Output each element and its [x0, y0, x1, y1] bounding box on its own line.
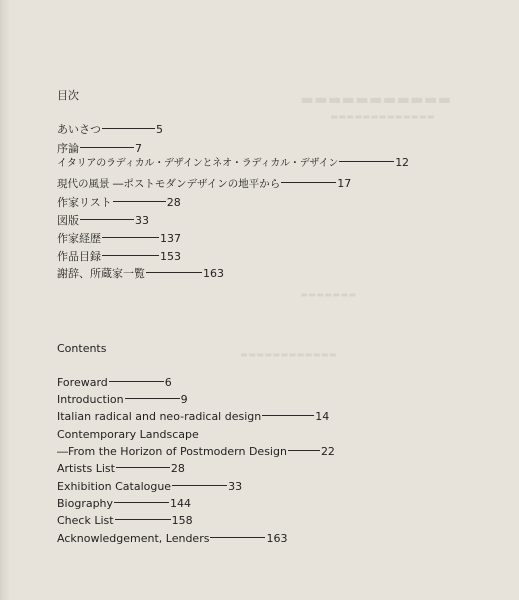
- toc-entry-page: 22: [320, 445, 335, 458]
- toc-entry-title: Italian radical and neo-radical design: [57, 410, 262, 423]
- toc-entry-title: 謝辞、所蔵家一覧: [57, 267, 145, 280]
- toc-entry-page: 137: [160, 232, 181, 245]
- toc-entry-page: 17: [337, 177, 352, 190]
- leader-line: [262, 415, 314, 416]
- toc-entry-title: 作家リスト: [57, 196, 112, 209]
- toc-entry-title: ―From the Horizon of Postmodern Design: [57, 445, 287, 458]
- toc-entry-page: 14: [315, 410, 330, 423]
- toc-entry: [57, 446, 335, 457]
- toc-entry-title: Contemporary Landscape: [57, 428, 199, 441]
- bleed-through-text: ▬▬▬▬▬▬▬▬▬▬▬▬▬: [330, 112, 435, 121]
- toc-entry-title: イタリアのラディカル・デザインとネオ・ラディカル・デザイン: [57, 158, 339, 169]
- toc-entry: [57, 463, 185, 474]
- page-edge-shadow: [0, 0, 10, 600]
- leader-line: [116, 467, 170, 468]
- leader-line: [172, 485, 227, 486]
- toc-entry-page: 6: [164, 376, 172, 389]
- leader-line: [80, 147, 134, 148]
- toc-entry-page: 28: [166, 196, 181, 209]
- toc-entry-title: あいさつ: [57, 123, 101, 136]
- toc-entry-title: Acknowledgement, Lenders: [57, 532, 210, 545]
- toc-entry-title: Exhibition Catalogue: [57, 480, 172, 493]
- toc-entry-page: 28: [170, 462, 185, 475]
- toc-entry-page: 163: [266, 532, 288, 545]
- toc-entry-page: 33: [135, 214, 149, 227]
- leader-line: [102, 237, 159, 238]
- toc-entry: [57, 251, 181, 262]
- leader-line: [113, 201, 166, 202]
- english-toc-heading: Contents: [57, 342, 107, 355]
- bleed-through-text: ▬▬▬▬▬▬▬▬▬▬▬▬: [240, 350, 337, 359]
- toc-entry-title: 現代の風景 ―ポストモダンデザインの地平から: [57, 178, 281, 190]
- toc-entry: [57, 429, 199, 440]
- toc-entry-page: 33: [228, 480, 243, 493]
- leader-line: [125, 398, 180, 399]
- toc-entry: [57, 377, 172, 388]
- leader-line: [102, 255, 159, 256]
- toc-entry: [57, 515, 193, 526]
- toc-entry: [57, 481, 242, 492]
- japanese-toc-heading: 目次: [57, 89, 79, 102]
- toc-entry-page: 9: [180, 393, 188, 406]
- toc-entry: [57, 394, 188, 405]
- leader-line: [146, 272, 202, 273]
- toc-entry-page: 153: [160, 250, 181, 263]
- toc-entry: [57, 124, 163, 135]
- toc-entry: [57, 197, 181, 208]
- toc-entry: [57, 143, 142, 154]
- leader-line: [109, 381, 164, 382]
- toc-entry-title: 序論: [57, 142, 79, 155]
- bleed-through-text: ▬▬▬▬▬▬▬▬▬▬▬: [300, 92, 452, 108]
- toc-entry-title: 作家経歴: [57, 232, 101, 245]
- toc-entry-title: Biography: [57, 497, 114, 510]
- leader-line: [210, 537, 265, 538]
- leader-line: [102, 128, 155, 129]
- toc-entry-page: 7: [135, 142, 142, 155]
- leader-line: [288, 450, 320, 451]
- toc-entry: [57, 215, 149, 226]
- toc-entry-page: 144: [170, 497, 192, 510]
- toc-entry-title: 図版: [57, 214, 79, 227]
- toc-entry-page: 12: [395, 156, 409, 169]
- toc-entry: [57, 178, 351, 190]
- toc-entry-page: 5: [156, 123, 163, 136]
- toc-entry-title: Introduction: [57, 393, 124, 406]
- toc-entry: [57, 157, 409, 169]
- leader-line: [115, 519, 171, 520]
- bleed-through-text: ▬▬▬▬▬▬▬: [300, 290, 357, 299]
- toc-entry: [57, 268, 224, 279]
- toc-entry-page: 158: [171, 514, 193, 527]
- toc-entry-title: Artists List: [57, 462, 115, 475]
- toc-entry-page: 163: [203, 267, 224, 280]
- toc-entry-title: Foreward: [57, 376, 108, 389]
- leader-line: [339, 161, 394, 162]
- toc-entry-title: Check List: [57, 514, 114, 527]
- leader-line: [114, 502, 169, 503]
- toc-entry: [57, 498, 191, 509]
- toc-entry-title: 作品目録: [57, 250, 101, 263]
- toc-entry: [57, 533, 287, 544]
- toc-entry: [57, 233, 181, 244]
- leader-line: [80, 219, 134, 220]
- toc-entry: [57, 411, 329, 422]
- leader-line: [281, 182, 336, 183]
